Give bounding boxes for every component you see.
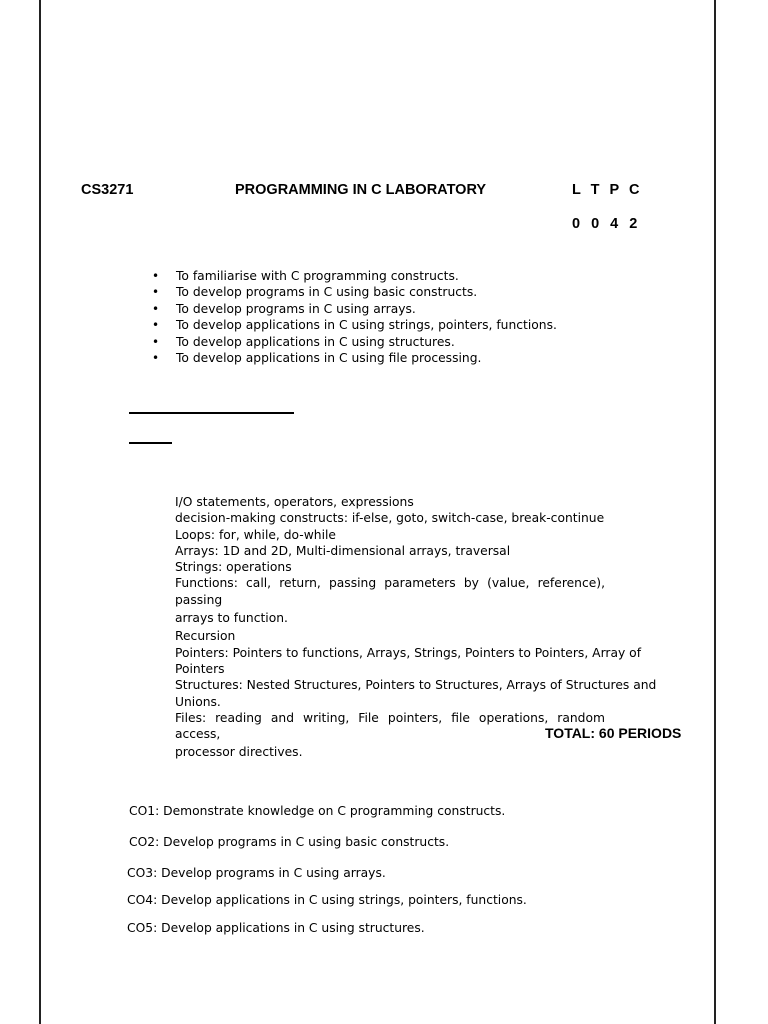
heading-rule-short bbox=[129, 442, 172, 444]
topic-line: Pointers: Pointers to functions, Arrays, Strings, Pointers to Pointers, Array of Pointers bbox=[175, 645, 642, 676]
topic-line: Recursion bbox=[175, 629, 236, 644]
ltpc-values: 0 0 4 2 bbox=[572, 216, 639, 232]
topic-line: Structures: Nested Structures, Pointers to Structures, Arrays of Structures and Unions. bbox=[175, 678, 657, 709]
course-outcome: CO3: Develop programs in C using arrays. bbox=[127, 866, 386, 880]
topic-line: Arrays: 1D and 2D, Multi-dimensional arrays, traversal bbox=[175, 543, 511, 558]
objective-item: • To develop programs in C using basic constructs. bbox=[150, 284, 557, 300]
ltpc-label: L T P C bbox=[572, 182, 641, 198]
topic-line: Functions: call, return, passing parameters by (value, reference), passing bbox=[175, 576, 605, 607]
course-code: CS3271 bbox=[81, 182, 134, 198]
objective-item: • To develop applications in C using structures. bbox=[150, 334, 557, 350]
objective-item: • To develop applications in C using file processing. bbox=[150, 350, 557, 366]
course-outcome: CO1: Demonstrate knowledge on C programming constructs. bbox=[129, 804, 506, 818]
topic-line: arrays to function. bbox=[175, 611, 288, 626]
experiment-topics bbox=[175, 494, 670, 761]
objective-item: • To develop applications in C using strings, pointers, functions. bbox=[150, 317, 557, 333]
heading-rule bbox=[129, 412, 294, 414]
objectives-list bbox=[150, 268, 557, 366]
topic-line: processor directives. bbox=[175, 745, 303, 760]
course-outcome: CO4: Develop applications in C using strings, pointers, functions. bbox=[127, 893, 527, 907]
page-border-right bbox=[714, 0, 716, 1024]
course-title: PROGRAMMING IN C LABORATORY bbox=[235, 182, 487, 198]
topic-line: Loops: for, while, do-while bbox=[175, 527, 336, 542]
topic-line: decision-making constructs: if-else, goto, switch-case, break-continue bbox=[175, 511, 605, 526]
topic-line: Strings: operations bbox=[175, 560, 292, 575]
total-periods: TOTAL: 60 PERIODS bbox=[545, 725, 682, 741]
page-border-left bbox=[39, 0, 41, 1024]
topic-line: I/O statements, operators, expressions bbox=[175, 495, 414, 509]
objective-item: • To familiarise with C programming constructs. bbox=[150, 268, 557, 284]
course-outcome: CO2: Develop programs in C using basic constructs. bbox=[129, 835, 450, 849]
objective-item: • To develop programs in C using arrays. bbox=[150, 301, 557, 317]
course-outcome: CO5: Develop applications in C using structures. bbox=[127, 921, 425, 935]
topic-line: Files: reading and writing, File pointers, file operations, random access, bbox=[175, 710, 605, 742]
